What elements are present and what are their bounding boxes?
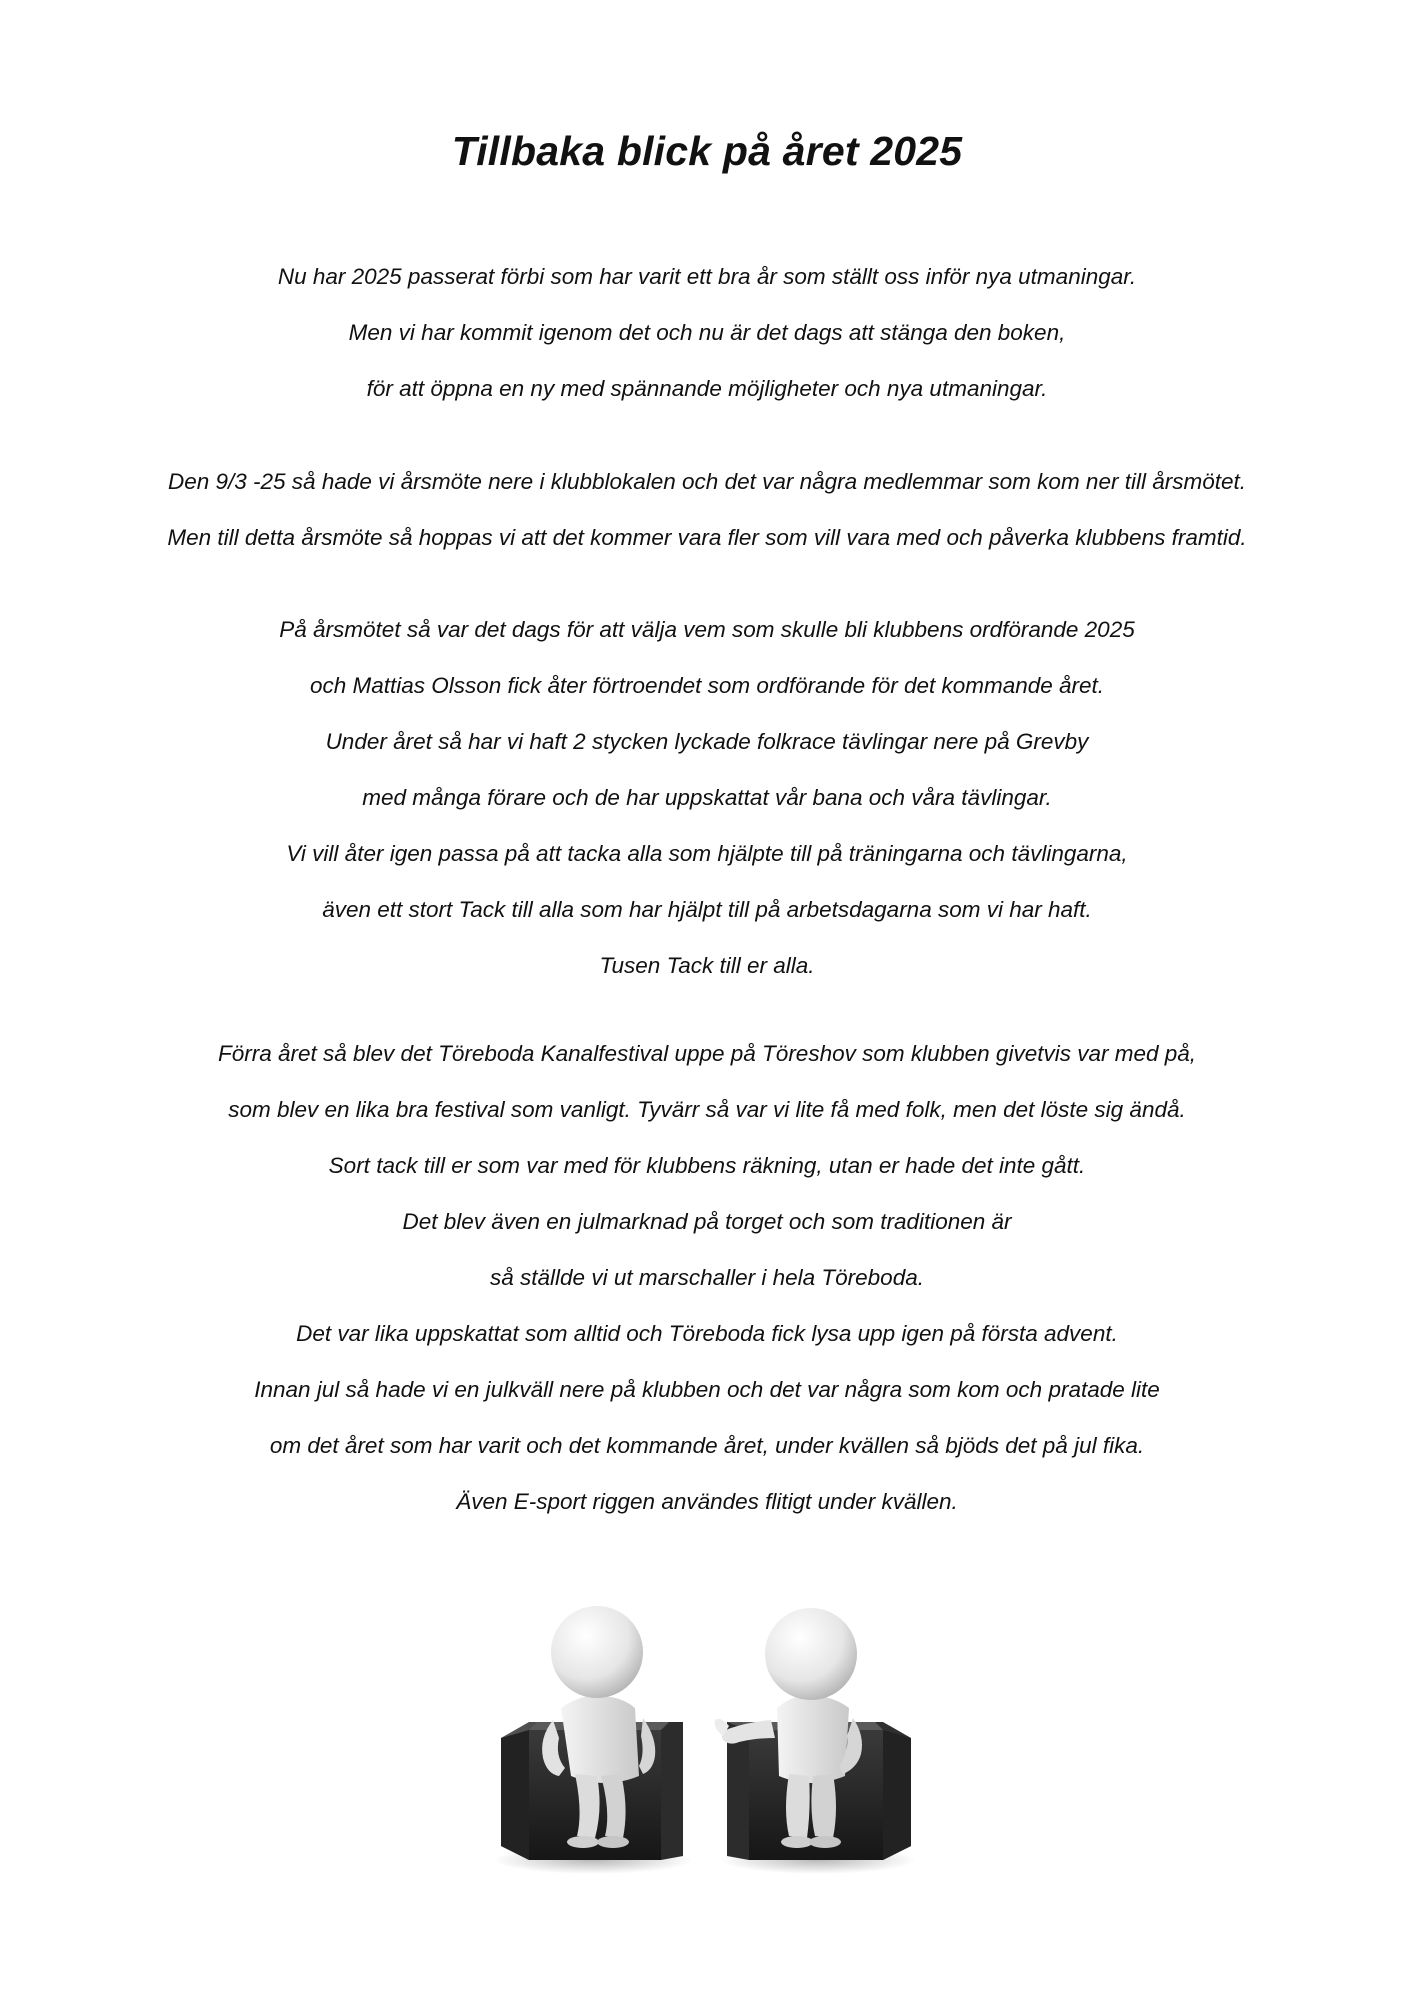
paragraph-chairman-and-races — [0, 602, 1414, 994]
text-line: Även E-sport riggen användes flitigt under kvällen. — [456, 1489, 958, 1514]
text-line: Men till detta årsmöte så hoppas vi att det kommer vara fler som vill vara med och påverka klubbens framtid. — [167, 525, 1247, 550]
text-line: Det blev även en julmarknad på torget och som traditionen är — [402, 1209, 1012, 1234]
text-line: för att öppna en ny med spännande möjligheter och nya utmaningar. — [366, 376, 1048, 401]
paragraph-annual-meeting — [0, 454, 1414, 566]
text-line: Sort tack till er som var med för klubbens räkning, utan er hade det inte gått. — [328, 1153, 1086, 1178]
text-line: även ett stort Tack till alla som har hjälpt till på arbetsdagarna som vi har haft. — [322, 897, 1092, 922]
text-line: Det var lika uppskattat som alltid och Töreboda fick lysa upp igen på första advent. — [296, 1321, 1118, 1346]
paragraph-festival-and-christmas — [0, 1026, 1414, 1530]
two-figures-in-armchairs-talking-icon — [493, 1598, 918, 1878]
text-line: Förra året så blev det Töreboda Kanalfestival uppe på Töreshov som klubben givetvis var med på, — [217, 1041, 1197, 1066]
text-line: Innan jul så hade vi en julkväll nere på klubben och det var några som kom och pratade lite — [254, 1377, 1160, 1402]
document-title: Tillbaka blick på året 2025 — [451, 128, 963, 174]
text-line: Under året så har vi haft 2 stycken lyckade folkrace tävlingar nere på Grevby — [325, 729, 1089, 754]
text-line: Men vi har kommit igenom det och nu är det dags att stänga den boken, — [348, 320, 1066, 345]
right-figure-group — [715, 1608, 916, 1874]
text-line: så ställde vi ut marschaller i hela Töreboda. — [490, 1265, 924, 1290]
text-line: Vi vill åter igen passa på att tacka alla som hjälpte till på träningarna och tävlingarna, — [286, 841, 1128, 866]
text-line: och Mattias Olsson fick åter förtroendet som ordförande för det kommande året. — [309, 673, 1105, 698]
text-line: Den 9/3 -25 så hade vi årsmöte nere i klubblokalen och det var några medlemmar som kom ner till årsmötet. — [167, 469, 1246, 494]
text-line: som blev en lika bra festival som vanligt. Tyvärr så var vi lite få med folk, men det löste sig ändå. — [228, 1097, 1186, 1122]
text-line: med många förare och de har uppskattat vår bana och våra tävlingar. — [362, 785, 1052, 810]
text-line: På årsmötet så var det dags för att välja vem som skulle bli klubbens ordförande 2025 — [279, 617, 1135, 642]
left-figure-group — [493, 1606, 693, 1874]
text-line: Tusen Tack till er alla. — [599, 953, 815, 978]
text-line: om det året som har varit och det kommande året, under kvällen så bjöds det på jul fika. — [269, 1433, 1145, 1458]
text-line: Nu har 2025 passerat förbi som har varit ett bra år som ställt oss inför nya utmaningar. — [277, 264, 1137, 289]
paragraph-intro — [0, 249, 1414, 417]
